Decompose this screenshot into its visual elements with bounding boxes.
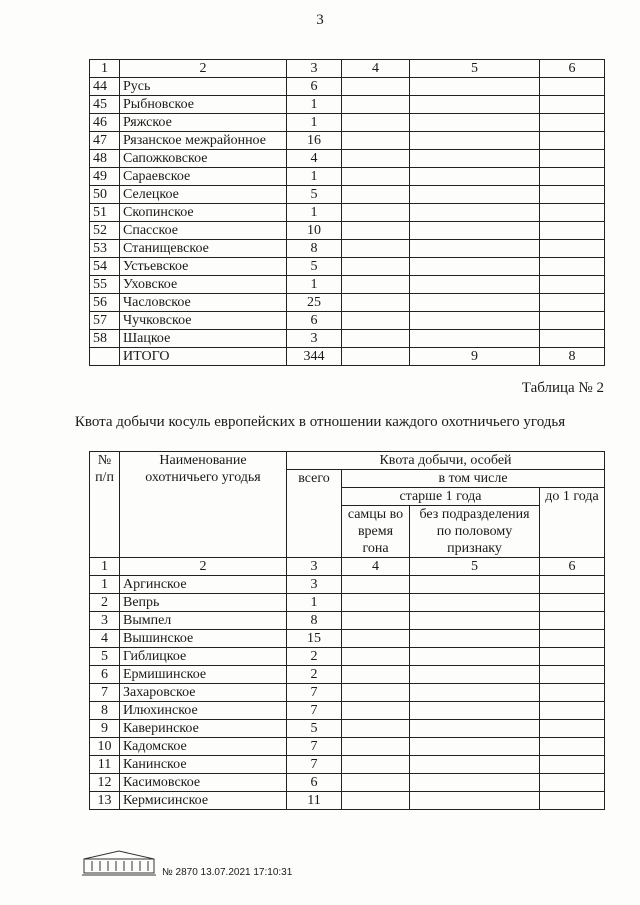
row-number: 6 — [90, 666, 120, 684]
row-number: 3 — [90, 612, 120, 630]
row-number: 55 — [90, 276, 120, 294]
quota-no-sex-division — [410, 666, 540, 684]
quota-under-1-year — [540, 240, 605, 258]
quota-under-1-year — [540, 576, 605, 594]
row-number: 51 — [90, 204, 120, 222]
quota-no-sex-division — [410, 774, 540, 792]
table-row — [90, 720, 605, 738]
table-row — [90, 204, 605, 222]
quota-total: 6 — [287, 774, 342, 792]
quota-under-1-year — [540, 276, 605, 294]
table-row — [90, 792, 605, 810]
hunting-ground-name: Станищевское — [120, 240, 287, 258]
row-number: 53 — [90, 240, 120, 258]
quota-males-rut — [342, 276, 410, 294]
quota-no-sex-division — [410, 132, 540, 150]
quota-males-rut — [342, 204, 410, 222]
row-number: 50 — [90, 186, 120, 204]
quota-under-1-year — [540, 312, 605, 330]
hunting-ground-name: Чучковское — [120, 312, 287, 330]
hunting-ground-name: Часловское — [120, 294, 287, 312]
column-number: 5 — [410, 60, 540, 78]
quota-no-sex-division — [410, 684, 540, 702]
hunting-ground-name: Вепрь — [120, 594, 287, 612]
header-total: всего — [287, 470, 342, 558]
hunting-ground-name: Устьевское — [120, 258, 287, 276]
header-males-rut: самцы во время гона — [342, 506, 410, 558]
table-row — [90, 576, 605, 594]
header-over-1-year: старше 1 года — [342, 488, 540, 506]
quota-males-rut — [342, 312, 410, 330]
quota-under-1-year — [540, 96, 605, 114]
building-stamp-icon — [82, 849, 156, 877]
table-row — [90, 666, 605, 684]
row-number: 48 — [90, 150, 120, 168]
quota-males-rut — [342, 666, 410, 684]
row-number: 7 — [90, 684, 120, 702]
quota-under-1-year — [540, 114, 605, 132]
quota-total: 1 — [287, 168, 342, 186]
quota-males-rut — [342, 684, 410, 702]
quota-total: 7 — [287, 756, 342, 774]
quota-under-1-year — [540, 792, 605, 810]
quota-no-sex-division — [410, 630, 540, 648]
quota-total: 3 — [287, 576, 342, 594]
table-row — [90, 774, 605, 792]
quota-under-1-year — [540, 720, 605, 738]
hunting-ground-name: Аргинское — [120, 576, 287, 594]
quota-no-sex-division — [410, 792, 540, 810]
quota-under-1-year — [540, 612, 605, 630]
header-name: Наименование охотничьего угодья — [120, 452, 287, 558]
quota-no-sex-division — [410, 78, 540, 96]
header-number: № п/п — [90, 452, 120, 558]
quota-total: 7 — [287, 684, 342, 702]
quota-males-rut — [342, 630, 410, 648]
quota-under-1-year — [540, 204, 605, 222]
hunting-ground-name: Уховское — [120, 276, 287, 294]
row-number: 49 — [90, 168, 120, 186]
quota-total: 6 — [287, 78, 342, 96]
hunting-ground-name: Захаровское — [120, 684, 287, 702]
quota-no-sex-division — [410, 258, 540, 276]
hunting-ground-name: Ряжское — [120, 114, 287, 132]
row-number: 52 — [90, 222, 120, 240]
quota-under-1-year — [540, 330, 605, 348]
hunting-ground-name: Сапожковское — [120, 150, 287, 168]
hunting-ground-name: Касимовское — [120, 774, 287, 792]
quota-males-rut — [342, 774, 410, 792]
row-number: 46 — [90, 114, 120, 132]
quota-no-sex-division — [410, 738, 540, 756]
table-row — [90, 276, 605, 294]
quota-total: 3 — [287, 330, 342, 348]
total-quota: 344 — [287, 348, 342, 366]
table-row — [90, 702, 605, 720]
quota-males-rut — [342, 294, 410, 312]
header-quota: Квота добычи, особей — [287, 452, 605, 470]
quota-males-rut — [342, 612, 410, 630]
total-under-1-year: 8 — [540, 348, 605, 366]
quota-males-rut — [342, 96, 410, 114]
quota-no-sex-division — [410, 648, 540, 666]
row-number: 9 — [90, 720, 120, 738]
table-row — [90, 186, 605, 204]
quota-no-sex-division — [410, 222, 540, 240]
quota-males-rut — [342, 702, 410, 720]
quota-no-sex-division — [410, 576, 540, 594]
quota-total: 10 — [287, 222, 342, 240]
quota-total: 7 — [287, 702, 342, 720]
hunting-ground-name: Рыбновское — [120, 96, 287, 114]
quota-males-rut — [342, 150, 410, 168]
registration-stamp: № 2870 13.07.2021 17:10:31 — [162, 867, 293, 878]
quota-under-1-year — [540, 630, 605, 648]
quota-total: 6 — [287, 312, 342, 330]
table-row — [90, 258, 605, 276]
quota-no-sex-division — [410, 612, 540, 630]
quota-total: 1 — [287, 114, 342, 132]
table-row — [90, 648, 605, 666]
column-number: 4 — [342, 558, 410, 576]
header-including: в том числе — [342, 470, 605, 488]
quota-males-rut — [342, 240, 410, 258]
row-number: 44 — [90, 78, 120, 96]
quota-no-sex-division — [410, 168, 540, 186]
row-number: 45 — [90, 96, 120, 114]
table-row — [90, 684, 605, 702]
quota-under-1-year — [540, 78, 605, 96]
quota-under-1-year — [540, 222, 605, 240]
header-under-1-year: до 1 года — [540, 488, 605, 558]
quota-total: 5 — [287, 186, 342, 204]
row-number: 10 — [90, 738, 120, 756]
quota-total: 2 — [287, 648, 342, 666]
row-number: 56 — [90, 294, 120, 312]
quota-no-sex-division — [410, 756, 540, 774]
quota-under-1-year — [540, 168, 605, 186]
quota-total: 2 — [287, 666, 342, 684]
table-row — [90, 168, 605, 186]
hunting-ground-name: Шацкое — [120, 330, 287, 348]
row-number: 1 — [90, 576, 120, 594]
quota-males-rut — [342, 186, 410, 204]
row-number: 47 — [90, 132, 120, 150]
hunting-ground-name: Спасское — [120, 222, 287, 240]
quota-males-rut — [342, 222, 410, 240]
quota-total: 1 — [287, 594, 342, 612]
hunting-ground-name: Вымпел — [120, 612, 287, 630]
quota-under-1-year — [540, 186, 605, 204]
page-number: 3 — [316, 12, 324, 28]
column-number: 3 — [287, 558, 342, 576]
total-label: ИТОГО — [120, 348, 287, 366]
quota-total: 1 — [287, 204, 342, 222]
table-row — [90, 612, 605, 630]
quota-no-sex-division — [410, 312, 540, 330]
table-row — [90, 630, 605, 648]
quota-no-sex-division — [410, 204, 540, 222]
column-number: 1 — [90, 60, 120, 78]
quota-males-rut — [342, 330, 410, 348]
table-row — [90, 222, 605, 240]
table-row — [90, 240, 605, 258]
roe-deer-quota-table — [89, 451, 605, 810]
quota-under-1-year — [540, 756, 605, 774]
quota-males-rut — [342, 168, 410, 186]
table-row — [90, 756, 605, 774]
hunting-ground-name: Илюхинское — [120, 702, 287, 720]
quota-under-1-year — [540, 702, 605, 720]
quota-total: 5 — [287, 720, 342, 738]
quota-total: 8 — [287, 240, 342, 258]
quota-total: 5 — [287, 258, 342, 276]
column-number-row — [90, 60, 605, 78]
row-number — [90, 348, 120, 366]
quota-no-sex-division — [410, 330, 540, 348]
quota-no-sex-division — [410, 276, 540, 294]
column-number-row — [90, 558, 605, 576]
row-number: 58 — [90, 330, 120, 348]
quota-total: 8 — [287, 612, 342, 630]
hunting-ground-name: Русь — [120, 78, 287, 96]
quota-males-rut — [342, 576, 410, 594]
table-row — [90, 150, 605, 168]
column-number: 2 — [120, 558, 287, 576]
table-row — [90, 330, 605, 348]
table-row — [90, 738, 605, 756]
row-number: 12 — [90, 774, 120, 792]
table-row — [90, 78, 605, 96]
quota-total: 25 — [287, 294, 342, 312]
quota-no-sex-division — [410, 594, 540, 612]
column-number: 3 — [287, 60, 342, 78]
table-row — [90, 114, 605, 132]
hunting-ground-name: Скопинское — [120, 204, 287, 222]
quota-total: 15 — [287, 630, 342, 648]
quota-under-1-year — [540, 258, 605, 276]
quota-table-continued — [89, 59, 605, 366]
table-label: Таблица № 2 — [521, 380, 604, 396]
row-number: 5 — [90, 648, 120, 666]
row-number: 8 — [90, 702, 120, 720]
quota-total: 4 — [287, 150, 342, 168]
quota-males-rut — [342, 756, 410, 774]
quota-males-rut — [342, 114, 410, 132]
total-row — [90, 348, 605, 366]
quota-males-rut — [342, 594, 410, 612]
quota-no-sex-division — [410, 96, 540, 114]
quota-total: 16 — [287, 132, 342, 150]
table-row — [90, 132, 605, 150]
quota-males-rut — [342, 78, 410, 96]
quota-total: 1 — [287, 96, 342, 114]
quota-under-1-year — [540, 684, 605, 702]
total-no-sex-division: 9 — [410, 348, 540, 366]
quota-males-rut — [342, 258, 410, 276]
row-number: 11 — [90, 756, 120, 774]
row-number: 2 — [90, 594, 120, 612]
hunting-ground-name: Ермишинское — [120, 666, 287, 684]
hunting-ground-name: Кадомское — [120, 738, 287, 756]
quota-under-1-year — [540, 648, 605, 666]
quota-under-1-year — [540, 594, 605, 612]
quota-no-sex-division — [410, 150, 540, 168]
header-no-sex-division: без подразделения по половому признаку — [410, 506, 540, 558]
quota-total: 7 — [287, 738, 342, 756]
column-number: 5 — [410, 558, 540, 576]
row-number: 57 — [90, 312, 120, 330]
quota-males-rut — [342, 720, 410, 738]
quota-no-sex-division — [410, 702, 540, 720]
hunting-ground-name: Кермисинское — [120, 792, 287, 810]
column-number: 6 — [540, 60, 605, 78]
row-number: 4 — [90, 630, 120, 648]
quota-total: 11 — [287, 792, 342, 810]
hunting-ground-name: Каверинское — [120, 720, 287, 738]
quota-under-1-year — [540, 132, 605, 150]
table-caption: Квота добычи косуль европейских в отношении каждого охотничьего угодья — [74, 414, 566, 430]
quota-males-rut — [342, 792, 410, 810]
row-number: 54 — [90, 258, 120, 276]
quota-no-sex-division — [410, 114, 540, 132]
quota-males-rut — [342, 132, 410, 150]
table-row — [90, 96, 605, 114]
quota-no-sex-division — [410, 720, 540, 738]
quota-no-sex-division — [410, 294, 540, 312]
quota-under-1-year — [540, 294, 605, 312]
total-males-rut — [342, 348, 410, 366]
column-number: 2 — [120, 60, 287, 78]
table-row — [90, 594, 605, 612]
hunting-ground-name: Селецкое — [120, 186, 287, 204]
hunting-ground-name: Рязанское межрайонное — [120, 132, 287, 150]
hunting-ground-name: Вышинское — [120, 630, 287, 648]
quota-under-1-year — [540, 666, 605, 684]
quota-no-sex-division — [410, 240, 540, 258]
column-number: 6 — [540, 558, 605, 576]
column-number: 4 — [342, 60, 410, 78]
hunting-ground-name: Гиблицкое — [120, 648, 287, 666]
quota-males-rut — [342, 738, 410, 756]
row-number: 13 — [90, 792, 120, 810]
quota-males-rut — [342, 648, 410, 666]
quota-total: 1 — [287, 276, 342, 294]
table-row — [90, 294, 605, 312]
column-number: 1 — [90, 558, 120, 576]
hunting-ground-name: Канинское — [120, 756, 287, 774]
quota-no-sex-division — [410, 186, 540, 204]
quota-under-1-year — [540, 774, 605, 792]
quota-under-1-year — [540, 150, 605, 168]
quota-under-1-year — [540, 738, 605, 756]
hunting-ground-name: Сараевское — [120, 168, 287, 186]
table-row — [90, 312, 605, 330]
